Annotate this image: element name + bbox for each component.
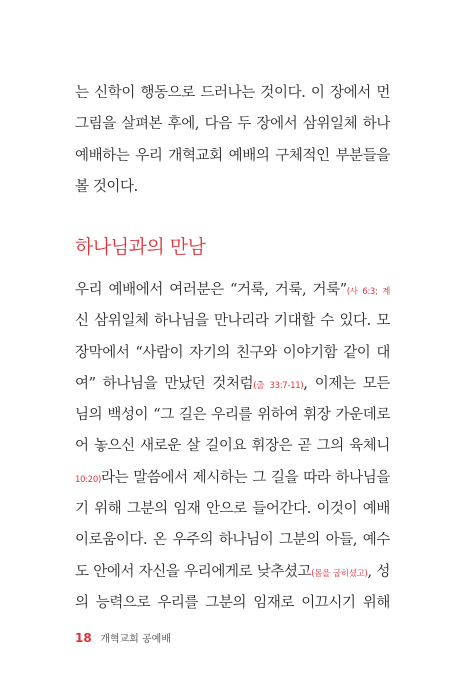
scripture-reference: (사 6:3; 계 bbox=[346, 287, 390, 297]
text-line: 는 신학이 행동으로 드러나는 것이다. 이 장에서 먼 bbox=[75, 85, 390, 101]
text-line: 기 위해 그분의 임재 안으로 들어간다. 이것이 예배 bbox=[75, 501, 390, 518]
text-line: 이로움이다. 온 우주의 하나님이 그분의 아들, 예수 bbox=[75, 532, 390, 549]
page-number: 18 bbox=[75, 631, 92, 645]
text-line bbox=[75, 463, 390, 494]
text-line: 님의 백성이 “그 길은 우리를 위하여 휘장 가운데로 bbox=[75, 407, 390, 424]
line-text: 라는 말씀에서 제시하는 그 길을 따라 하나님을 bbox=[101, 469, 390, 486]
scripture-reference: 10:20) bbox=[75, 474, 102, 485]
line-text: 우리 예배에서 여러분은 “거룩, 거룩, 거룩” bbox=[75, 282, 347, 298]
page-footer bbox=[75, 630, 171, 645]
text-line bbox=[75, 369, 390, 400]
running-title: 개혁교회 공예배 bbox=[100, 634, 172, 645]
text-line: 그림을 살펴본 후에, 다음 두 장에서 삼위일체 하나 bbox=[75, 116, 390, 133]
text-line bbox=[75, 431, 390, 462]
text-line: 장막에서 “사람이 자기의 친구와 이야기함 같이 대 bbox=[75, 344, 390, 361]
text-line: 볼 것이다. bbox=[75, 178, 138, 195]
text-line: 신 삼위일체 하나님을 만나리라 기대할 수 있다. 모 bbox=[75, 313, 390, 330]
scripture-reference: (출 33:7-11) bbox=[253, 380, 304, 391]
line-text: 도 안에서 자신을 우리에게로 낮추셨고 bbox=[75, 563, 312, 580]
scripture-reference: (몸을 굽히셨고) bbox=[311, 568, 368, 579]
line-text: 어 놓으신 새로운 살 길이요 휘장은 곧 그의 육체니 bbox=[75, 438, 390, 455]
section-heading: 하나님과의 만남 bbox=[75, 236, 206, 258]
line-text: , 이제는 모든 bbox=[303, 375, 390, 392]
intro-paragraph bbox=[75, 78, 390, 203]
text-line: 의 능력으로 우리를 그분의 임재로 이끄시기 위해 bbox=[75, 594, 390, 611]
line-text: 여” 하나님을 만났던 것처럼 bbox=[75, 375, 254, 392]
line-text: , 성 bbox=[367, 563, 390, 580]
text-line bbox=[75, 275, 390, 306]
text-line bbox=[75, 557, 390, 588]
text-line: 예배하는 우리 개혁교회 예배의 구체적인 부분들을 bbox=[75, 147, 390, 164]
body-paragraph bbox=[75, 275, 390, 619]
